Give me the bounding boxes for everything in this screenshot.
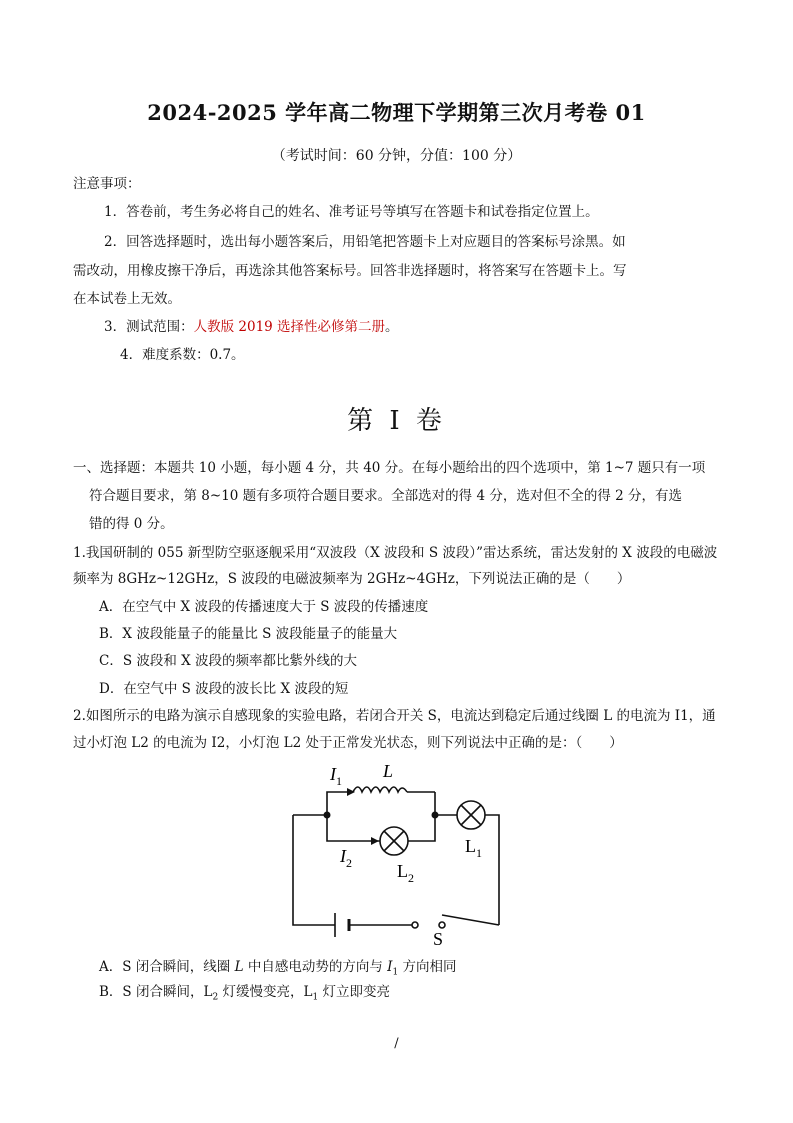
- exam-title: 2024-2025 学年高二物理下学期第三次月考卷 01: [147, 100, 646, 125]
- note-item-2-line3: 在本试卷上无效。: [73, 291, 181, 307]
- label-lamp-L1: $L_1$: [465, 836, 482, 860]
- switch-lever: [442, 915, 499, 925]
- circuit-diagram: [285, 755, 510, 955]
- q2-stem-line1: 2.如图所示的电路为演示自感现象的实验电路，若闭合开关 S，电流达到稳定后通过线圈 L 的电流为 I1，通: [73, 708, 716, 724]
- q2-option-b-sub1: 2: [212, 992, 219, 1003]
- q2-option-a-text-end: 方向相同: [398, 959, 457, 975]
- q2-option-a: [99, 957, 457, 983]
- wire-to-lamp1: [435, 792, 457, 815]
- coil-L: [353, 787, 407, 792]
- label-lamp-L2: $L_2$: [397, 861, 414, 885]
- q1-option-b: B．X 波段能量子的能量比 S 波段能量子的能量大: [99, 626, 398, 642]
- part1-intro-line1: 一、选择题：本题共 10 小题，每小题 4 分，共 40 分。在每小题给出的四个选项中，第 1~7 题只有一项: [73, 460, 706, 476]
- note-item-3: [104, 317, 399, 337]
- part1-intro-line2: 符合题目要求，第 8~10 题有多项符合题目要求。全部选对的得 4 分，选对但不全的得 2 分，有选: [89, 488, 683, 504]
- q2-option-b: [99, 982, 390, 1008]
- q1-stem-line1: 1.我国研制的 055 新型防空驱逐舰采用“双波段（X 波段和 S 波段）”雷达系统，雷达发射的 X 波段的电磁波: [73, 545, 718, 561]
- junction-right: [432, 812, 439, 819]
- note-item-2-line2: 需改动，用橡皮擦干净后，再选涂其他答案标号。回答非选择题时，将答案写在答题卡上。写: [73, 263, 627, 279]
- q1-option-d: D．在空气中 S 波段的波长比 X 波段的短: [99, 681, 349, 697]
- wire-right: [485, 815, 499, 925]
- label-switch-S: S: [433, 929, 444, 949]
- q2-option-a-current-sub: 1: [392, 967, 399, 978]
- q2-option-b-text-mid: 灯缓慢变亮，L: [218, 984, 313, 1000]
- wire-branch-bottom-right: [408, 815, 435, 841]
- part1-intro-line3: 错的得 0 分。: [89, 516, 174, 532]
- junction-left: [324, 812, 331, 819]
- test-scope-text: 人教版 2019 选择性必修第二册: [193, 319, 386, 335]
- q1-stem-line2: 频率为 8GHz~12GHz，S 波段的电磁波频率为 2GHz~4GHz，下列说法正确的是（ ）: [73, 571, 631, 587]
- q2-option-a-current: I: [387, 959, 393, 975]
- label-coil-L: L: [383, 761, 394, 781]
- exam-subtitle: （考试时间：60 分钟，分值：100 分）: [271, 148, 522, 164]
- note-item-3-suffix: 。: [385, 319, 399, 335]
- switch-contact-right: [439, 922, 445, 928]
- label-I1: $I_1$: [330, 764, 342, 788]
- q2-option-b-sub2: 1: [312, 992, 319, 1003]
- page-number: /: [394, 1036, 399, 1051]
- wire-left-bottom: [293, 815, 335, 925]
- wire-branch-bottom-left: [327, 815, 380, 841]
- note-item-4: 4．难度系数：0.7。: [120, 347, 245, 363]
- q2-option-b-text-end: 灯立即变亮: [318, 984, 390, 1000]
- note-item-3-prefix: 3．测试范围：: [104, 319, 194, 335]
- arrow-I2: [371, 837, 379, 845]
- note-item-2-line1: 2．回答选择题时，选出每小题答案后，用铅笔把答题卡上对应题目的答案标号涂黑。如: [104, 234, 626, 250]
- note-item-1: 1．答卷前，考生务必将自己的姓名、准考证号等填写在答题卡和试卷指定位置上。: [104, 204, 599, 220]
- wire-branch-top-left: [327, 792, 353, 815]
- label-I2: $I_2$: [340, 846, 352, 870]
- switch-contact-left: [412, 922, 418, 928]
- q2-option-a-coil: L: [234, 959, 244, 975]
- q2-option-a-text-mid: 中自感电动势的方向与: [243, 959, 388, 975]
- q2-option-a-text: A．S 闭合瞬间，线圈: [99, 959, 235, 975]
- notes-heading: 注意事项：: [73, 176, 141, 192]
- q1-option-c: C．S 波段和 X 波段的频率都比紫外线的大: [99, 653, 358, 669]
- volume-title: 第 I 卷: [347, 406, 446, 436]
- q1-option-a: A．在空气中 X 波段的传播速度大于 S 波段的传播速度: [99, 599, 429, 615]
- q2-option-b-text: B．S 闭合瞬间，L: [99, 984, 213, 1000]
- q2-stem-line2: 过小灯泡 L2 的电流为 I2，小灯泡 L2 处于正常发光状态，则下列说法中正确的是：（ ）: [73, 735, 623, 751]
